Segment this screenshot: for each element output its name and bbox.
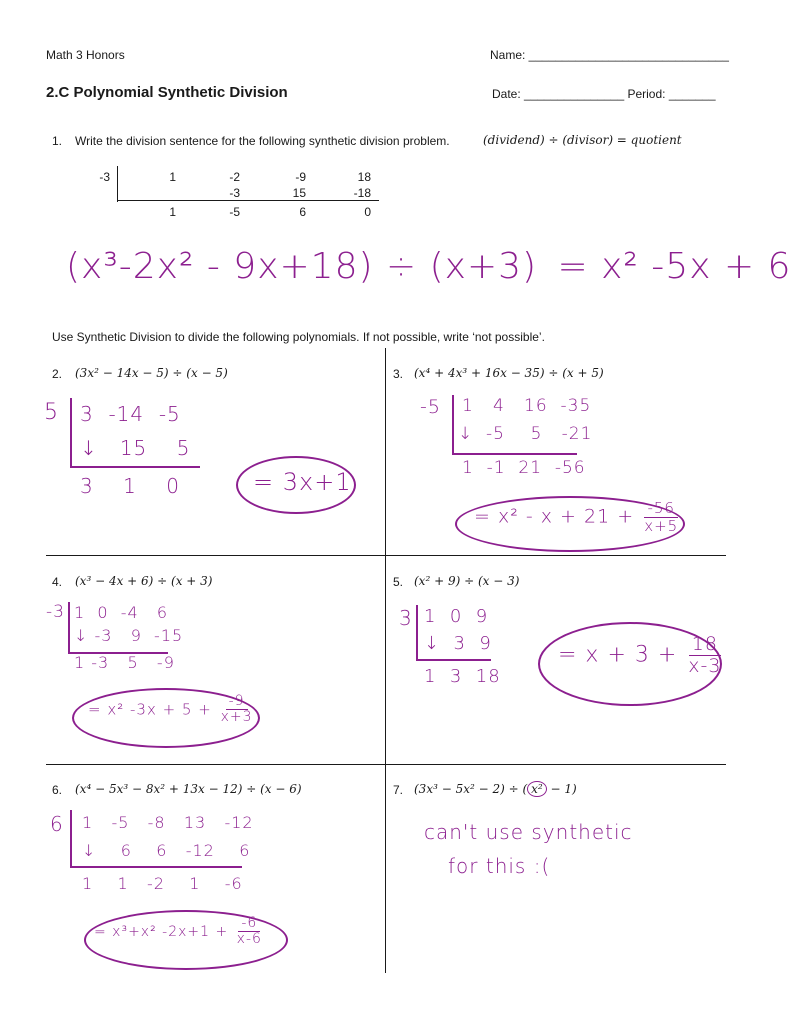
grid-divider-1	[46, 555, 726, 556]
problem-3-expression: (x⁴ + 4x³ + 16x − 35) ÷ (x + 5)	[414, 366, 604, 380]
row3-c1: 1	[169, 205, 176, 219]
problem-6-answer-fraction	[234, 916, 265, 948]
problem-6-answer	[94, 916, 265, 948]
problem-4-expression: (x³ − 4x + 6) ÷ (x + 3)	[75, 574, 213, 588]
problem-5-answer-fraction	[685, 634, 724, 677]
row1-c3: -9	[295, 170, 306, 184]
answer-divisor: (x+3)	[429, 246, 538, 287]
problem-4-number: 4.	[52, 575, 63, 589]
problem-6-bar-v	[70, 810, 72, 868]
answer-dividend: (x³-2x² - 9x+18)	[66, 246, 374, 287]
problem-3-bar-h	[452, 453, 577, 455]
problem-6-expression: (x⁴ − 5x³ − 8x² + 13x − 12) ÷ (x − 6)	[75, 782, 302, 796]
row2-c3: 15	[292, 186, 306, 200]
table-vertical-rule	[117, 166, 118, 202]
problem-6-row1: 1 -5 -8 13 -12	[82, 813, 254, 832]
problem-4-answer	[88, 694, 256, 726]
problem-1-divisor: -3	[99, 170, 110, 184]
fraction-numerator: -6	[238, 916, 260, 932]
row2-c4: -18	[353, 186, 371, 200]
problem-1-instruction: Write the division sentence for the following synthetic division problem.	[75, 134, 450, 148]
problem-4-row2: ↓ -3 9 -15	[74, 626, 184, 645]
row3-c4: 0	[364, 205, 371, 219]
problem-7-number: 7.	[393, 783, 404, 797]
row3-c3: 6	[299, 205, 306, 219]
problem-6-row3: 1 1 -2 1 -6	[82, 874, 243, 893]
problem-2-answer: = 3x+1	[253, 468, 352, 496]
problem-4-answer-lead: = x² -3x + 5 +	[88, 700, 212, 719]
answer-divide-sign: ÷	[385, 246, 418, 287]
fraction-denominator: x+5	[644, 516, 679, 535]
problem-6-answer-lead: = x³+x² -2x+1 +	[94, 923, 229, 940]
problem-2-row2: ↓ 15 5	[80, 436, 191, 460]
problem-3-answer	[474, 500, 681, 534]
problem-6-divisor: 6	[50, 812, 64, 836]
row1-c2: -2	[229, 170, 240, 184]
problem-6-number: 6.	[52, 783, 63, 797]
problem-3-bar-v	[452, 395, 454, 455]
problem-3-row1: 1 4 16 -35	[462, 396, 592, 416]
problem-3-answer-fraction	[641, 500, 681, 534]
problem-2-expression: (3x² − 14x − 5) ÷ (x − 5)	[75, 366, 228, 380]
problem-7-note-line1: can't use synthetic	[424, 820, 633, 844]
grid-vertical-divider	[385, 348, 386, 973]
section-instructions: Use Synthetic Division to divide the following polynomials. If not possible, write ‘not possible’.	[52, 330, 545, 344]
problem-6-bar-h	[70, 866, 242, 868]
problem-5-answer-lead: = x + 3 +	[558, 642, 678, 668]
problem-5-bar-h	[416, 659, 491, 661]
problem-4-answer-fraction	[218, 694, 256, 726]
answer-quotient: = x² -5x + 6	[557, 246, 791, 287]
problem-3-row3: 1 -1 21 -56	[462, 458, 586, 478]
problem-7-circled-term: x²	[527, 781, 547, 797]
fraction-denominator: x-6	[236, 931, 262, 948]
problem-7-expr-c: − 1)	[546, 782, 577, 796]
problem-7-expr-a: (3x³ − 5x² − 2) ÷ (	[414, 782, 528, 796]
fraction-denominator: x-3	[688, 654, 722, 677]
problem-2-bar-v	[70, 398, 72, 468]
row2-c2: -3	[229, 186, 240, 200]
grid-divider-2	[46, 764, 726, 765]
problem-1-handwritten-answer	[66, 246, 791, 287]
row3-c2: -5	[229, 205, 240, 219]
problem-4-row3: 1 -3 5 -9	[74, 653, 175, 672]
problem-2-row1: 3 -14 -5	[80, 402, 181, 426]
problem-4-bar-v	[68, 602, 70, 654]
date-period-label: Date: _______________ Period: _______	[492, 87, 716, 101]
problem-6-row2: ↓ 6 6 -12 6	[82, 841, 251, 860]
course-name: Math 3 Honors	[46, 48, 125, 62]
problem-4-row1: 1 0 -4 6	[74, 603, 169, 622]
problem-7-expression	[414, 782, 577, 796]
name-field-label: Name: ______________________________	[490, 48, 729, 62]
problem-1-formula: (dividend) ÷ (divisor) = quotient	[483, 133, 682, 147]
problem-5-expression: (x² + 9) ÷ (x − 3)	[414, 574, 520, 588]
problem-5-divisor: 3	[399, 606, 413, 630]
problem-3-divisor: -5	[420, 396, 441, 418]
problem-5-row3: 1 3 18	[424, 666, 501, 687]
fraction-numerator: 18	[689, 634, 721, 656]
fraction-numerator: -56	[644, 500, 678, 518]
row1-c1: 1	[169, 170, 176, 184]
problem-2-bar-h	[70, 466, 200, 468]
problem-1-number: 1.	[52, 134, 63, 148]
problem-3-answer-lead: = x² - x + 21 +	[474, 505, 635, 528]
table-horizontal-rule	[117, 200, 379, 201]
problem-5-number: 5.	[393, 575, 404, 589]
problem-4-divisor: -3	[46, 602, 65, 622]
problem-5-bar-v	[416, 605, 418, 661]
fraction-denominator: x+3	[220, 709, 253, 726]
problem-5-row2: ↓ 3 9	[424, 633, 492, 654]
row1-c4: 18	[357, 170, 371, 184]
problem-2-divisor: 5	[44, 400, 59, 425]
page-title: 2.C Polynomial Synthetic Division	[46, 84, 288, 101]
fraction-numerator: -9	[226, 694, 248, 710]
problem-7-note-line2: for this :(	[448, 854, 551, 878]
problem-5-row1: 1 0 9	[424, 606, 489, 627]
problem-3-row2: ↓ -5 5 -21	[458, 424, 593, 444]
problem-2-row3: 3 1 0	[80, 474, 181, 498]
problem-2-number: 2.	[52, 367, 63, 381]
problem-5-answer	[558, 634, 725, 677]
problem-3-number: 3.	[393, 367, 404, 381]
